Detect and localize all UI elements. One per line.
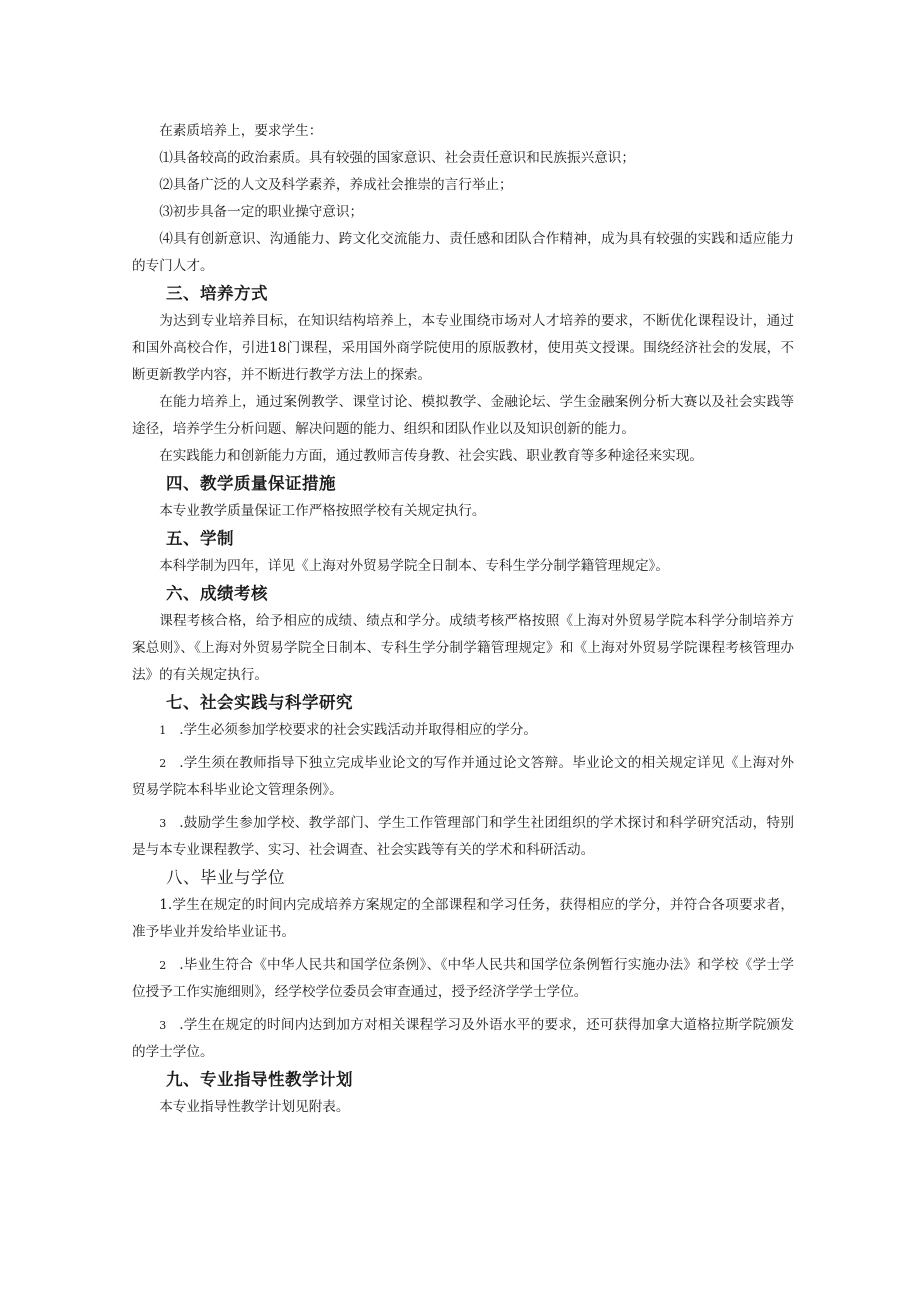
section-heading-9: 九、专业指导性教学计划 [166,1070,353,1089]
section-3-para-3: 在实践能力和创新能力方面，通过教师言传身教、社会实践、职业教育等多种途径来实现。 [159,448,703,464]
item-text: .学生在规定的时间内达到加方对相关课程学习及外语水平的要求，还可获得加拿大道格拉斯学院颁发的学士学位。 [132,1017,794,1060]
item-text: .鼓励学生参加学校、教学部门、学生工作管理部门和学生社团组织的学术探讨和科学研究活动，特别是与本专业课程教学、实习、社会调查、社会实践等有关的学术和科研活动。 [132,815,794,858]
item-number: 1 [159,724,167,737]
item-text: .毕业生符合《中华人民共和国学位条例》、《中华人民共和国学位条例暂行实施办法》和学校《学士学位授予工作实施细则》，经学校学位委员会审查通过，授予经济学学士学位。 [132,957,794,1000]
section-7-item-1 [132,717,794,744]
section-heading-6: 六、成绩考核 [166,584,268,603]
quality-item-2: ⑵具备广泛的人文及科学素养，养成社会推崇的言行举止； [159,177,513,193]
section-3-para-1: 为达到专业培养目标，在知识结构培养上，本专业围绕市场对人才培养的要求，不断优化课程设计，通过和国外高校合作，引进18门课程，采用国外商学院使用的原版教材，使用英文授课。围绕经济社会的发展，不断更新教学内容，并不断进行教学方法上的探索。 [132,313,794,383]
quality-item-1: ⑴具备较高的政治素质。具有较强的国家意识、社会责任意识和民族振兴意识； [159,150,635,166]
item-number: 3 [159,1019,167,1032]
section-8-item-1: 1.学生在规定的时间内完成培养方案规定的全部课程和学习任务，获得相应的学分，并符合各项要求者，准予毕业并发给毕业证书。 [132,897,794,940]
section-heading-8: 八、毕业与学位 [166,868,285,887]
section-heading-3: 三、培养方式 [166,284,268,303]
quality-item-4: ⑷具有创新意识、沟通能力、跨文化交流能力、责任感和团队合作精神，成为具有较强的实践和适应能力的专门人才。 [132,231,794,274]
quality-item-3: ⑶初步具备一定的职业操守意识； [159,204,364,220]
section-heading-7: 七、社会实践与科学研究 [166,693,353,712]
section-heading-4: 四、教学质量保证措施 [166,474,336,493]
section-7-item-3 [132,810,794,864]
item-text: .学生须在教师指导下独立完成毕业论文的写作并通过论文答辩。毕业论文的相关规定详见《上海对外贸易学院本科毕业论文管理条例》。 [132,755,794,798]
item-text: .学生必须参加学校要求的社会实践活动并取得相应的学分。 [179,722,537,738]
document-body [132,118,794,1121]
section-3-para-2: 在能力培养上，通过案例教学、课堂讨论、模拟教学、金融论坛、学生金融案例分析大赛以及社会实践等途径，培养学生分析问题、解决问题的能力、组织和团队作业以及知识创新的能力。 [132,394,794,437]
item-number: 2 [159,757,167,770]
section-6-para: 课程考核合格，给予相应的成绩、绩点和学分。成绩考核严格按照《上海对外贸易学院本科学分制培养方案总则》、《上海对外贸易学院全日制本、专科生学分制学籍管理规定》和《上海对外贸易学院课程考核管理办法》的有关规定执行。 [132,613,794,683]
item-number: 2 [159,959,167,972]
quality-intro: 在素质培养上，要求学生： [159,123,323,139]
section-8-item-3 [132,1012,794,1066]
section-heading-5: 五、学制 [166,529,234,548]
item-number: 3 [159,817,167,830]
section-9-para: 本专业指导性教学计划见附表。 [159,1099,350,1115]
section-4-para: 本专业教学质量保证工作严格按照学校有关规定执行。 [159,503,486,519]
section-5-para: 本科学制为四年，详见《上海对外贸易学院全日制本、专科生学分制学籍管理规定》。 [159,558,669,574]
section-7-item-2 [132,750,794,804]
section-8-item-2 [132,952,794,1006]
